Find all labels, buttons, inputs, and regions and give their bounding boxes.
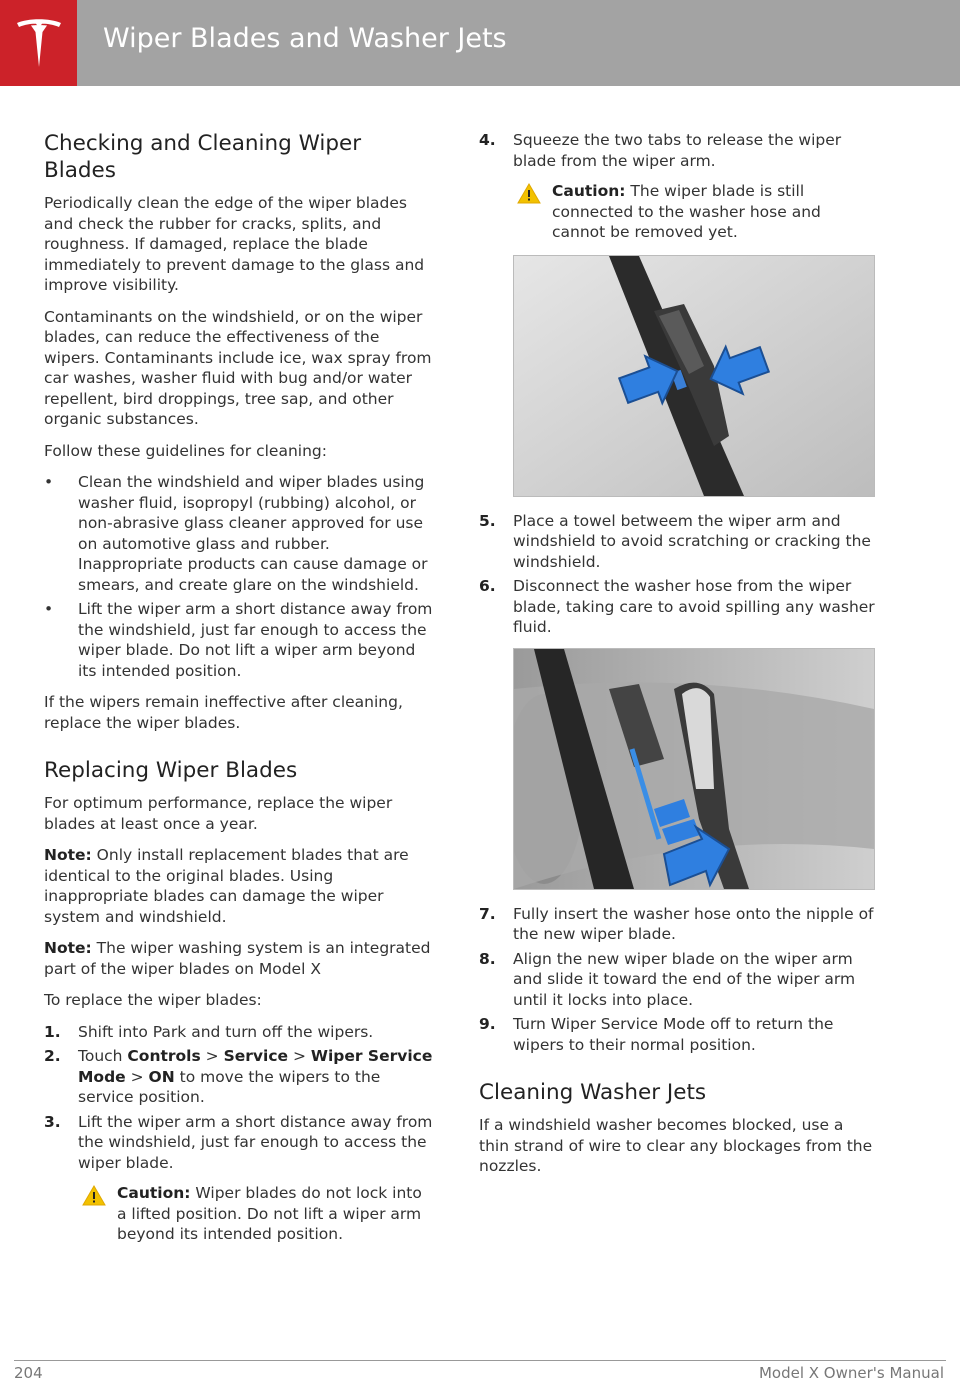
paragraph: To replace the wiper blades:: [44, 991, 262, 1009]
left-column: [44, 130, 436, 1257]
note-label: Note:: [44, 939, 92, 957]
warning-icon: [517, 183, 541, 204]
ui-path-controls: Controls: [127, 1047, 201, 1065]
note-text: Only install replacement blades that are identical to the original blades. Using inappropriate blades can damage the wiper system and windshield.: [44, 846, 409, 926]
cleaning-guidelines-list: [44, 472, 436, 681]
step-text: Disconnect the washer hose from the wiper blade, taking care to avoid spilling any washer fluid.: [513, 577, 875, 636]
step-item: [479, 130, 875, 243]
replacement-steps-continued: [479, 511, 875, 638]
brand-logo: [0, 0, 77, 86]
step-text: Place a towel betweem the wiper arm and windshield to avoid scratching or cracking the windshield.: [513, 511, 871, 571]
replacement-steps-continued: [479, 130, 875, 243]
page-header: [0, 0, 960, 86]
right-column: [479, 130, 875, 1188]
section-heading-checking-cleaning: Checking and Cleaning Wiper Blades: [44, 131, 362, 183]
step-text: Squeeze the two tabs to release the wiper blade from the wiper arm.: [513, 131, 842, 170]
step-item: [479, 511, 875, 573]
section-heading-replacing: Replacing Wiper Blades: [44, 758, 298, 783]
step-text: Shift into Park and turn off the wipers.: [78, 1022, 374, 1041]
step-number: 5.: [479, 511, 496, 530]
note: [44, 938, 436, 979]
step-number: 6.: [479, 577, 496, 595]
caution-label: Caution:: [552, 182, 626, 200]
step-item: [479, 949, 875, 1011]
step-number: 7.: [479, 904, 496, 923]
tesla-logo-icon: [14, 15, 64, 71]
replacement-steps: [44, 1022, 436, 1245]
list-item-text: Lift the wiper arm a short distance away from the windshield, just far enough to access the wiper blade. Do not lift a wiper arm beyond its intended position.: [78, 600, 433, 680]
caution-label: Caution:: [117, 1184, 191, 1202]
bullet-icon: •: [44, 473, 54, 491]
washer-hose-disconnect-image: [513, 648, 875, 890]
paragraph: If the wipers remain ineffective after cleaning, replace the wiper blades.: [44, 693, 403, 732]
step-item: [479, 576, 875, 638]
bullet-icon: •: [44, 600, 54, 618]
ui-path-on: ON: [148, 1067, 175, 1086]
ui-path-separator: >: [200, 1047, 224, 1065]
paragraph: Periodically clean the edge of the wiper blades and check the rubber for cracks, splits, and roughness. If damaged, replace the blade immediately to prevent damage to the glass and improve visibility.: [44, 194, 425, 294]
step-number: 9.: [479, 1015, 496, 1033]
wiper-tab-release-image: [513, 255, 875, 497]
step-item: [44, 1046, 436, 1108]
step-text: Fully insert the washer hose onto the nipple of the new wiper blade.: [513, 904, 874, 943]
ui-path-separator: >: [125, 1067, 149, 1086]
footer-divider: [14, 1360, 946, 1361]
caution-text: The wiper blade is still connected to the washer hose and cannot be removed yet.: [552, 182, 821, 241]
caution-text: Wiper blades do not lock into a lifted position. Do not lift a wiper arm beyond its intended position.: [117, 1184, 422, 1243]
step-number: 2.: [44, 1047, 61, 1065]
ui-path-service: Service: [223, 1047, 289, 1065]
paragraph: For optimum performance, replace the wiper blades at least once a year.: [44, 794, 393, 833]
page-title: Wiper Blades and Washer Jets: [103, 23, 507, 54]
note: [44, 845, 436, 927]
list-item: [44, 472, 436, 595]
step-item: [479, 1014, 875, 1055]
list-item-text: Clean the windshield and wiper blades using washer fluid, isopropyl (rubbing) alcohol, or non-abrasive glass cleaner approved for use on automotive glass and rubber. Inappropriate products can cause damage or smears, and create glare on the windshield.: [78, 473, 428, 594]
ui-path-separator: >: [288, 1047, 311, 1065]
paragraph: Contaminants on the windshield, or on the wiper blades, can reduce the effectiveness of the wipers. Contaminants include ice, wax spray from car washes, washer fluid with bug and/or water repellent, bird droppings, tree sap, and other organic substances.: [44, 307, 432, 428]
note-text: The wiper washing system is an integrated part of the wiper blades on Model X: [44, 939, 431, 978]
step-item: [44, 1022, 436, 1043]
note-label: Note:: [44, 846, 92, 864]
step-text: Lift the wiper arm a short distance away from the windshield, just far enough to access the wiper blade.: [78, 1112, 433, 1172]
caution-box: [78, 1183, 436, 1245]
page-number: 204: [14, 1364, 43, 1382]
paragraph: Follow these guidelines for cleaning:: [44, 441, 327, 460]
ui-path-wiper-service-mode: Wiper Service Mode: [78, 1047, 433, 1086]
warning-icon: [82, 1185, 106, 1206]
step-item: [44, 1112, 436, 1245]
step-number: 4.: [479, 131, 496, 149]
step-number: 8.: [479, 949, 496, 968]
step-text: Align the new wiper blade on the wiper arm and slide it toward the end of the wiper arm until it locks into place.: [513, 949, 856, 1009]
replacement-steps-continued: [479, 904, 875, 1056]
step-number: 1.: [44, 1022, 61, 1041]
manual-name: Model X Owner's Manual: [758, 1364, 944, 1382]
step-item: [479, 904, 875, 945]
caution-box: [513, 181, 875, 243]
section-heading-washer-jets: Cleaning Washer Jets: [479, 1080, 707, 1105]
step-text: Touch: [78, 1047, 128, 1065]
list-item: [44, 599, 436, 681]
step-text: to move the wipers to the service position.: [78, 1067, 381, 1106]
paragraph: If a windshield washer becomes blocked, use a thin strand of wire to clear any blockages from the nozzles.: [479, 1116, 873, 1175]
step-number: 3.: [44, 1112, 61, 1131]
step-text: Turn Wiper Service Mode off to return the wipers to their normal position.: [513, 1015, 834, 1054]
